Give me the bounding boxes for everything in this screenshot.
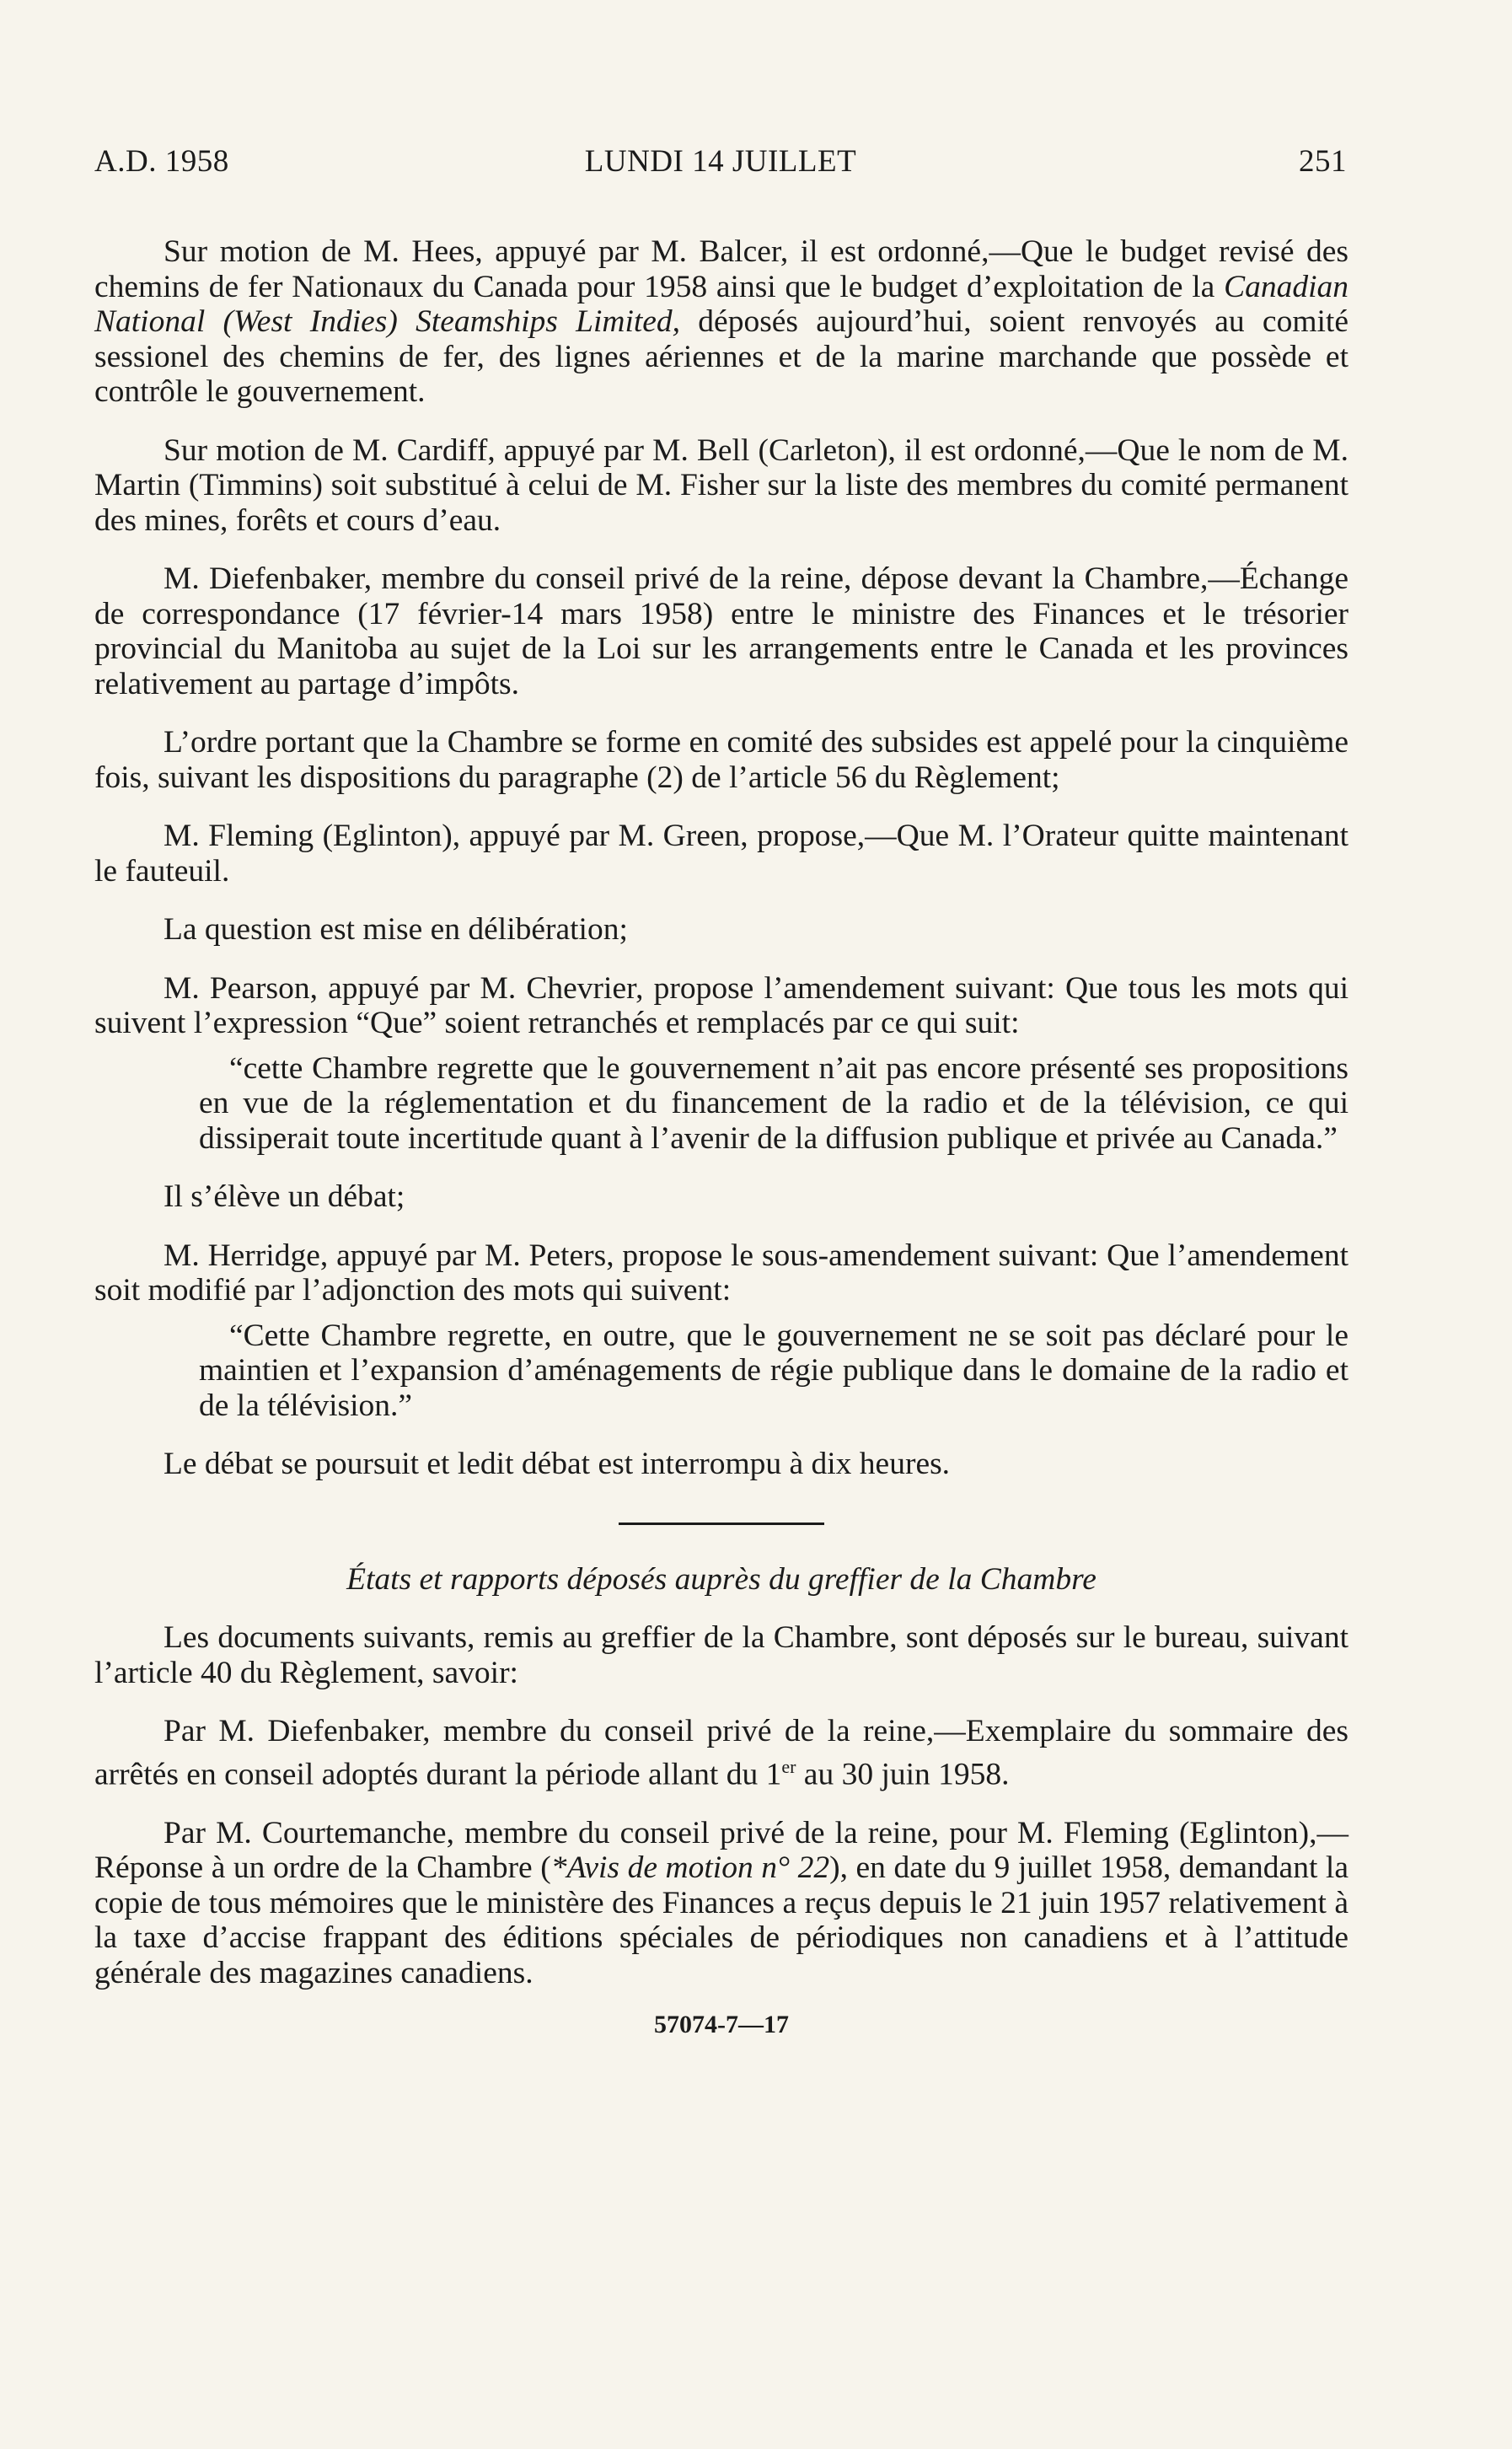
header-date: LUNDI 14 JUILLET: [584, 144, 857, 179]
paragraph-text: Par M. Courtemanche, membre du conseil privé de la reine, pour M. Fleming (Eglinton),—Réponse à un ordre de la Chambre (: [94, 1815, 1348, 1885]
paragraph-courtemanche-return: [94, 1816, 1348, 1991]
paragraph-text: déposés aujourd’hui, soient renvoyés au comité sessionel des chemins de fer, des lignes aériennes et de la marine marchande que possède et contrôle le gouvernement.: [94, 304, 1348, 409]
header-year: A.D. 1958: [94, 144, 229, 179]
company-name-italic: Canadian National (West Indies) Steamships Limited,: [94, 269, 1348, 339]
page-body: [94, 234, 1348, 2043]
paragraph-fleming-motion: M. Fleming (Eglinton), appuyé par M. Green, propose,—Que M. l’Orateur quitte maintenant le fauteuil.: [94, 819, 1348, 889]
paragraph-debate-interrupted: Le débat se poursuit et ledit débat est interrompu à dix heures.: [164, 1447, 951, 1481]
quote-amendment: “cette Chambre regrette que le gouvernement n’ait pas encore présenté ses propositions en vue de la réglementation et du financement de la radio et de la télévision, ce qui dissiperait toute incertitude quant à l’avenir de la diffusion publique et privée au Canada.”: [199, 1050, 1348, 1156]
paragraph-hees-motion: [94, 234, 1348, 410]
notice-of-motion-italic: *Avis de motion n° 22: [550, 1850, 830, 1885]
paragraph-debate: Il s’élève un débat;: [164, 1179, 405, 1214]
paragraph-supply-order: L’ordre portant que la Chambre se forme en comité des subsides est appelé pour la cinquième fois, suivant les dispositions du paragraphe (2) de l’article 56 du Règlement;: [94, 725, 1348, 795]
paragraph-cardiff-motion: Sur motion de M. Cardiff, appuyé par M. Bell (Carleton), il est ordonné,—Que le nom de M. Martin (Timmins) soit substitué à celui de M. Fisher sur la liste des membres du comité permanent des mines, forêts et cours d’eau.: [94, 432, 1348, 538]
paragraph-herridge-subamendment: M. Herridge, appuyé par M. Peters, propose le sous-amendement suivant: Que l’amendement soit modifié par l’adjonction des mots qui suivent:: [94, 1238, 1348, 1308]
quote-subamendment: “Cette Chambre regrette, en outre, que le gouvernement ne se soit pas déclaré pour le maintien et l’expansion d’aménagements de régie publique dans le domaine de la radio et de la télévision.”: [199, 1318, 1348, 1423]
paragraph-orders-in-council: [94, 1714, 1348, 1792]
paragraph-text: Sur motion de M. Hees, appuyé par M. Balcer, il est ordonné,—Que le budget revisé des chemins de fer Nationaux du Canada pour 1958 ainsi que le budget d’exploitation de la: [94, 234, 1348, 304]
paragraph-documents-intro: Les documents suivants, remis au greffier de la Chambre, sont déposés sur le bureau, suivant l’article 40 du Règlement, savoir:: [94, 1620, 1348, 1690]
section-title: États et rapports déposés auprès du greffier de la Chambre: [346, 1561, 1096, 1597]
paragraph-text: au 30 juin 1958.: [796, 1757, 1010, 1791]
print-code: 57074-7—17: [654, 2011, 789, 2038]
superscript: er: [781, 1755, 796, 1777]
page-number: 251: [1299, 144, 1347, 179]
section-divider: [619, 1523, 824, 1525]
paragraph-text: Par M. Diefenbaker, membre du conseil privé de la reine,—Exemplaire du sommaire des arrêtés en conseil adoptés durant la période allant du 1: [94, 1714, 1348, 1791]
paragraph-pearson-amendment: M. Pearson, appuyé par M. Chevrier, propose l’amendement suivant: Que tous les mots qui suivent l’expression “Que” soient retranchés et remplacés par ce qui suit:: [94, 970, 1348, 1040]
paragraph-question-put: La question est mise en délibération;: [164, 912, 628, 947]
paragraph-diefenbaker-tabling: M. Diefenbaker, membre du conseil privé de la reine, dépose devant la Chambre,—Échange de correspondance (17 février-14 mars 1958) entre le ministre des Finances et le trésorier provincial du Manitoba au sujet de la Loi sur les arrangements entre le Canada et les provinces relativement au partage d’impôts.: [94, 561, 1348, 701]
paragraph-text: ), en date du 9 juillet 1958, demandant la copie de tous mémoires que le ministère des Finances a reçus depuis le 21 juin 1957 relativement à la taxe d’accise frappant des éditions spéciales de périodiques non canadiens et à l’attitude générale des magazines canadiens.: [94, 1850, 1348, 1990]
